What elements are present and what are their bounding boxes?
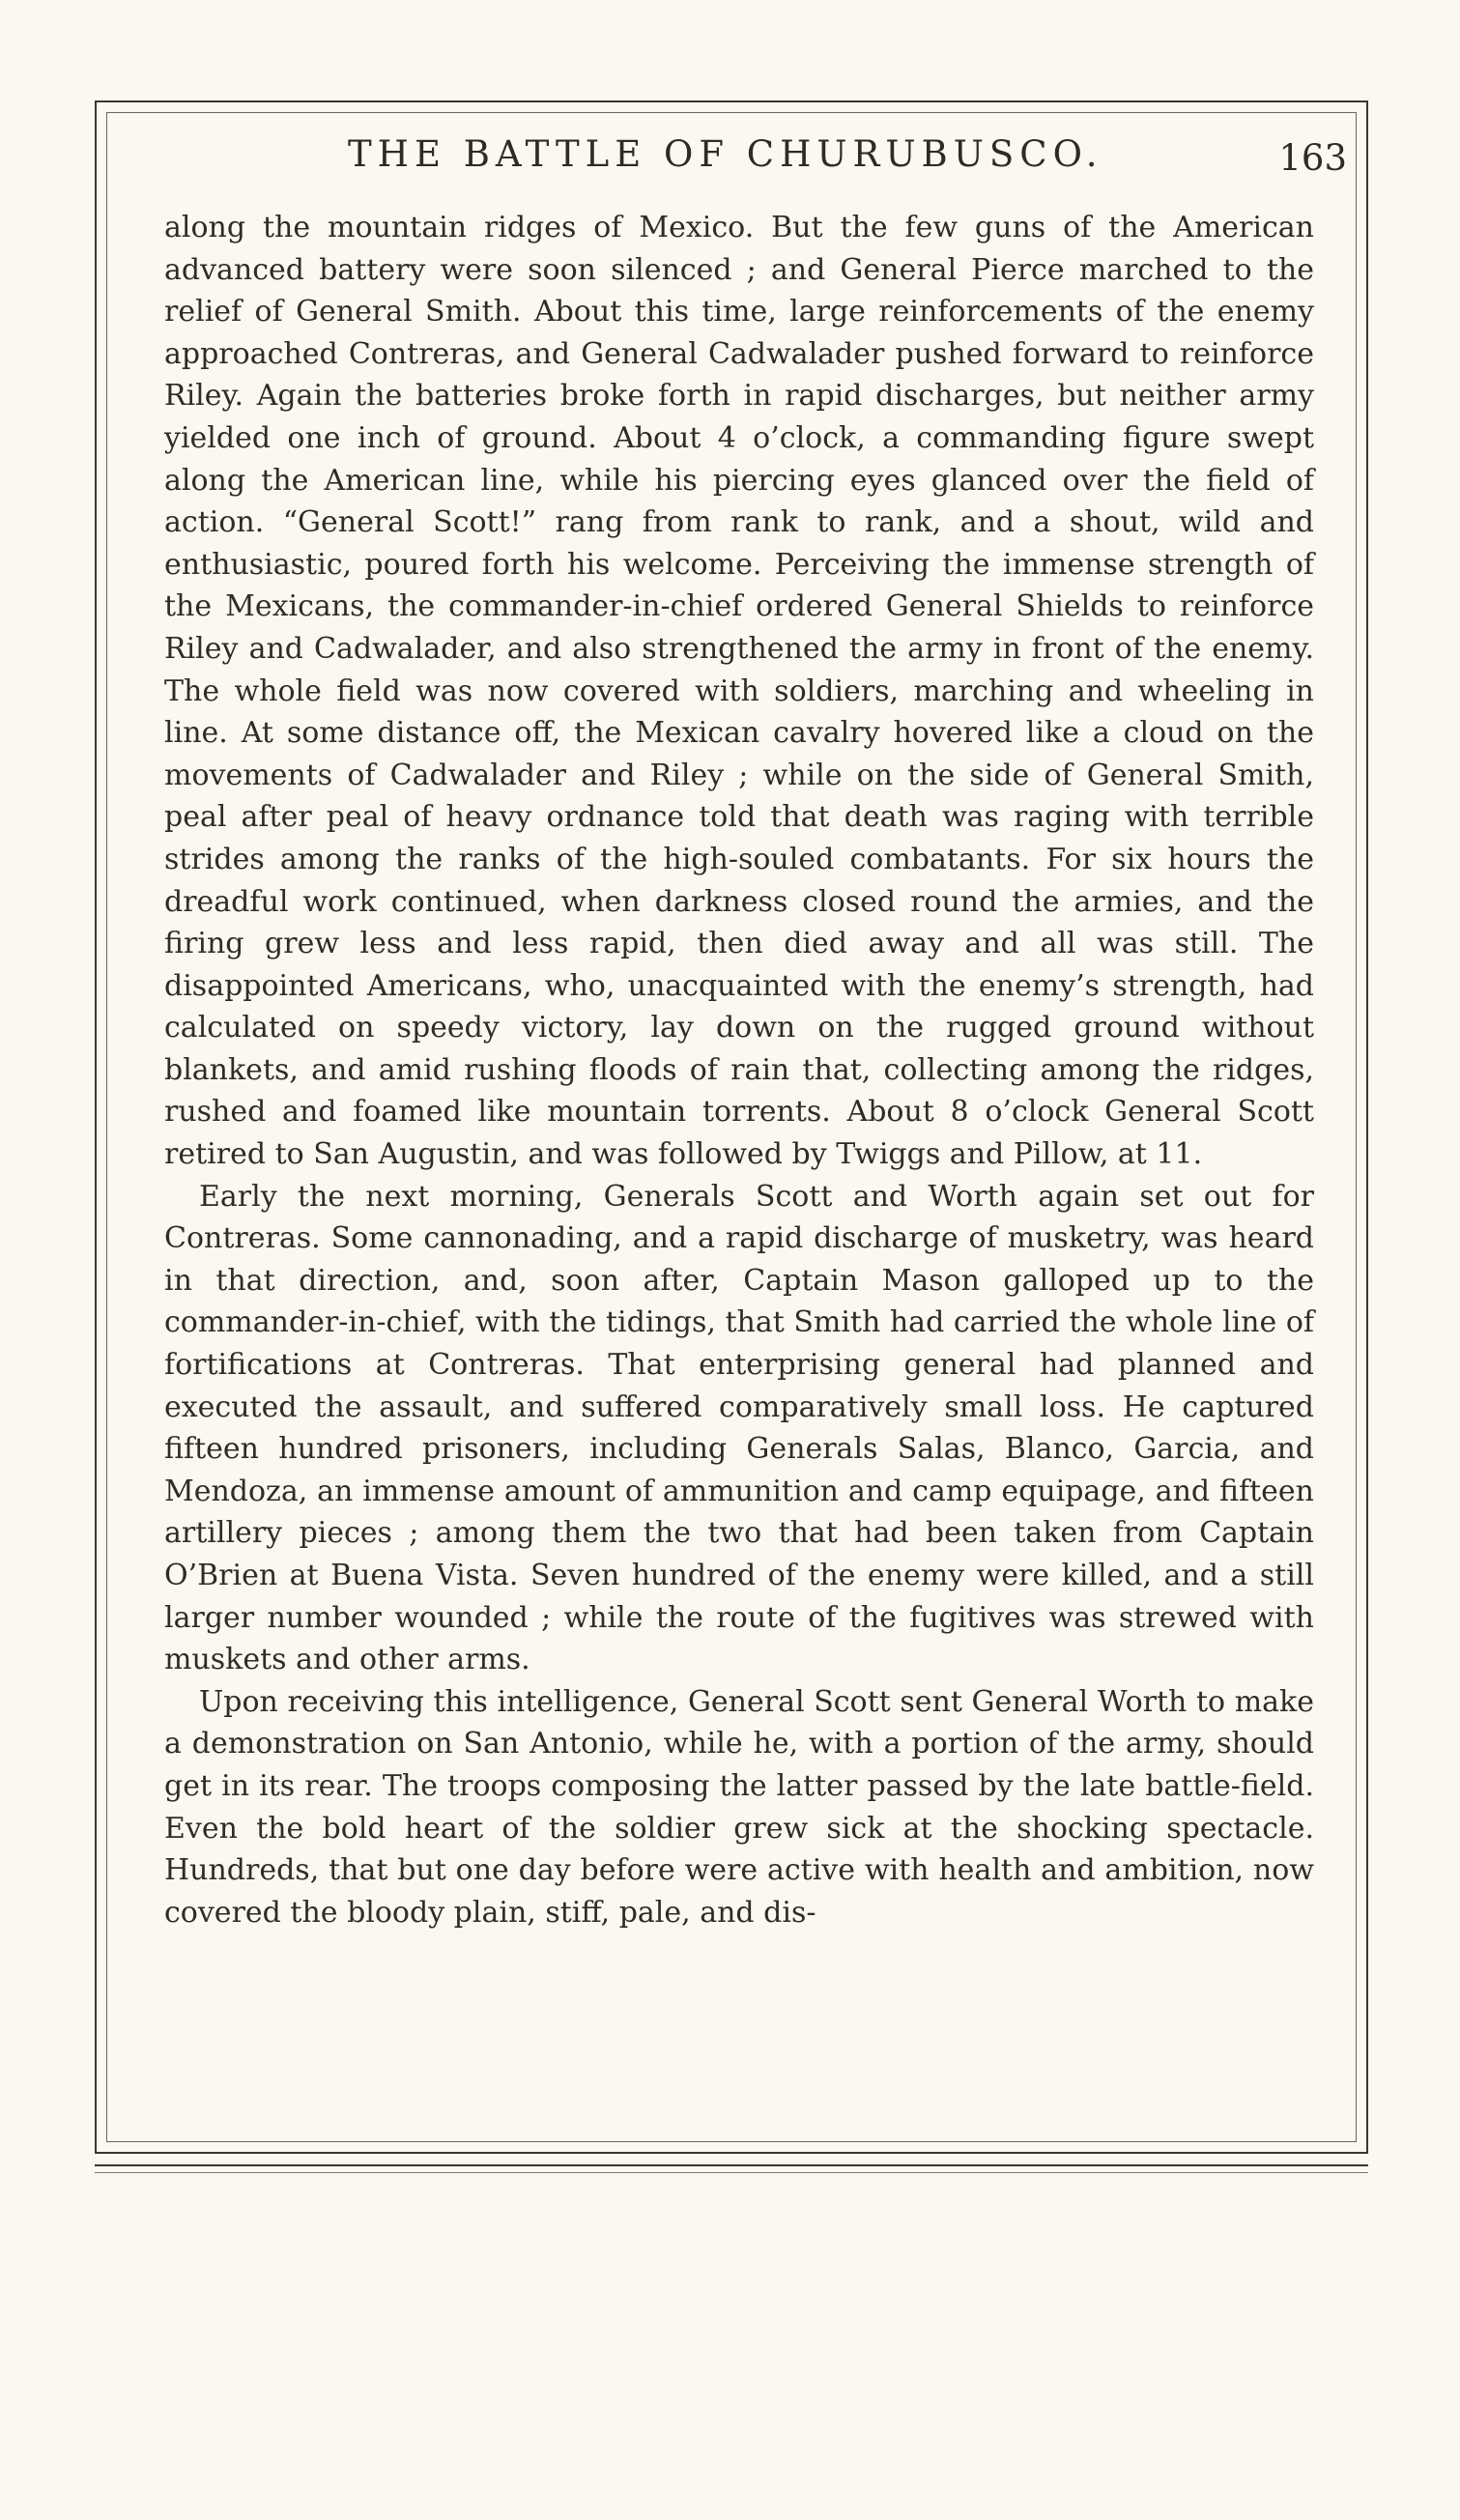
paragraph: Early the next morning, Generals Scott and Worth again set out for Contreras. Some cannonading, and a rapid discharge of musketry, was heard in that direction, and, soon after, Captain Mason galloped up to the commander-in-chief, with the tidings, that Smith had carried the whole line of fortifications at Contreras. That enterprising general had planned and executed the assault, and suffered comparatively small loss. He captured fifteen hundred prisoners, including Generals Salas, Blanco, Garcia, and Mendoza, an immense amount of ammunition and camp equipage, and fifteen artillery pieces ; among them the two that had been taken from Captain O’Brien at Buena Vista. Seven hundred of the enemy were killed, and a still larger number wounded ; while the route of the fugitives was strewed with muskets and other arms. <box>164 1179 1314 1677</box>
page-number: 163 <box>1278 137 1347 179</box>
bottom-rule <box>95 2164 1368 2166</box>
paragraph: along the mountain ridges of Mexico. But the few guns of the American advanced battery were soon silenced ; and General Pierce marched to the relief of General Smith. About this time, large reinforcements of the enemy approached Contreras, and General Cadwalader pushed forward to reinforce Riley. Again the batteries broke forth in rapid discharges, but neither army yielded one inch of ground. About 4 o’clock, a commanding figure swept along the American line, while his piercing eyes glanced over the field of action. “General Scott!” rang from rank to rank, and a shout, wild and enthusiastic, poured forth his welcome. Perceiving the immense strength of the Mexicans, the commander-in-chief ordered General Shields to reinforce Riley and Cadwalader, and also strengthened the army in front of the enemy. The whole field was now covered with soldiers, marching and wheeling in line. At some distance off, the Mexican cavalry hovered like a cloud on the movements of Cadwalader and Riley ; while on the side of General Smith, peal after peal of heavy ordnance told that death was raging with terrible strides among the ranks of the high-souled combatants. For six hours the dreadful work continued, when darkness closed round the armies, and the firing grew less and less rapid, then died away and all was still. The disappointed Americans, who, unacquainted with the enemy’s strength, had calculated on speedy victory, lay down on the rugged ground without blankets, and amid rushing floods of rain that, collecting among the ridges, rushed and foamed like mountain torrents. About 8 o’clock General Scott retired to San Augustin, and was followed by Twiggs and Pillow, at 11. <box>164 211 1314 1172</box>
running-title: THE BATTLE OF CHURUBUSCO. <box>348 133 1103 175</box>
paragraph: Upon receiving this intelligence, General Scott sent General Worth to make a demonstration on San Antonio, while he, with a portion of the army, should get in its rear. The troops composing the latter passed by the late battle-field. Even the bold heart of the soldier grew sick at the shocking spectacle. Hundreds, that but one day before were active with health and ambition, now covered the bloody plain, stiff, pale, and dis- <box>164 1684 1314 1930</box>
running-header <box>164 133 1347 191</box>
body-text <box>164 207 1314 1933</box>
bottom-rule-thin <box>95 2172 1368 2173</box>
